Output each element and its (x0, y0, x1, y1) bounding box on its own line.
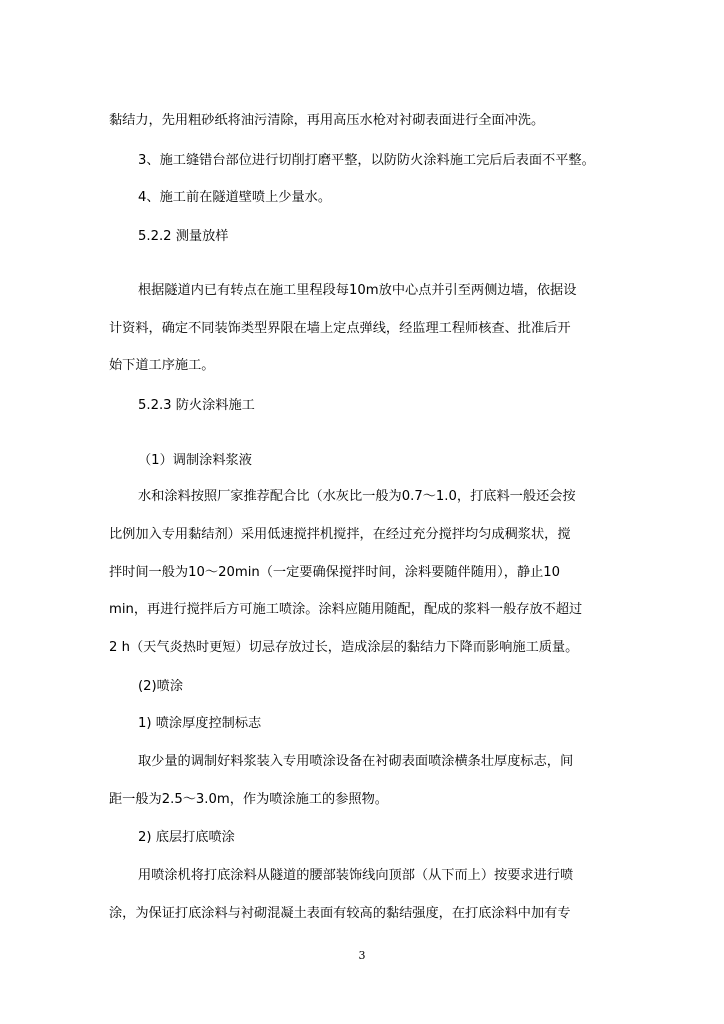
paragraph-line: 2 h（天气炎热时更短）切忌存放过长，造成涂层的黏结力下降而影响施工质量。 (109, 640, 579, 655)
page-number: 3 (358, 949, 366, 962)
item-heading: 1) 喷涂厚度控制标志 (138, 716, 262, 731)
paragraph-line: 始下道工序施工。 (109, 358, 215, 373)
section-heading: 5.2.2 测量放样 (138, 229, 229, 244)
paragraph-line: 涂，为保证打底涂料与衬砌混凝土表面有较高的黏结强度，在打底涂料中加有专 (109, 906, 571, 921)
paragraph-line: min，再进行搅拌后方可施工喷涂。涂料应随用随配，配成的浆料一般存放不超过 (109, 602, 583, 617)
subsection-heading: (2)喷涂 (138, 679, 184, 694)
paragraph-line: 计资料，确定不同装饰类型界限在墙上定点弹线，经监理工程师核查、批准后开 (109, 321, 571, 336)
paragraph-line: 水和涂料按照厂家推荐配合比（水灰比一般为0.7～1.0，打底料一般还会按 (138, 489, 576, 504)
paragraph-line: 4、施工前在隧道壁喷上少量水。 (138, 190, 332, 205)
paragraph-line: 比例加入专用黏结剂）采用低速搅拌机搅拌，在经过充分搅拌均匀成稠浆状，搅 (109, 527, 571, 542)
item-heading: 2) 底层打底喷涂 (138, 830, 235, 845)
paragraph-line: 根据隧道内已有转点在施工里程段每10m放中心点并引至两侧边墙，依据设 (138, 283, 577, 298)
paragraph-line: 距一般为2.5～3.0m，作为喷涂施工的参照物。 (109, 792, 388, 807)
paragraph-line: 黏结力，先用粗砂纸将油污清除，再用高压水枪对衬砌表面进行全面冲洗。 (109, 113, 545, 128)
paragraph-line: 拌时间一般为10～20min（一定要确保搅拌时间，涂料要随伴随用），静止10 (109, 565, 561, 580)
paragraph-line: 用喷涂机将打底涂料从隧道的腰部装饰线向顶部（从下而上）按要求进行喷 (138, 868, 574, 883)
paragraph-line: 3、施工缝错台部位进行切削打磨平整，以防防火涂料施工完后后表面不平整。 (138, 153, 595, 168)
section-heading: 5.2.3 防火涂料施工 (138, 398, 255, 413)
paragraph-line: 取少量的调制好料浆装入专用喷涂设备在衬砌表面喷涂横条壮厚度标志，间 (138, 754, 574, 769)
subsection-heading: （1）调制涂料浆液 (138, 453, 252, 468)
